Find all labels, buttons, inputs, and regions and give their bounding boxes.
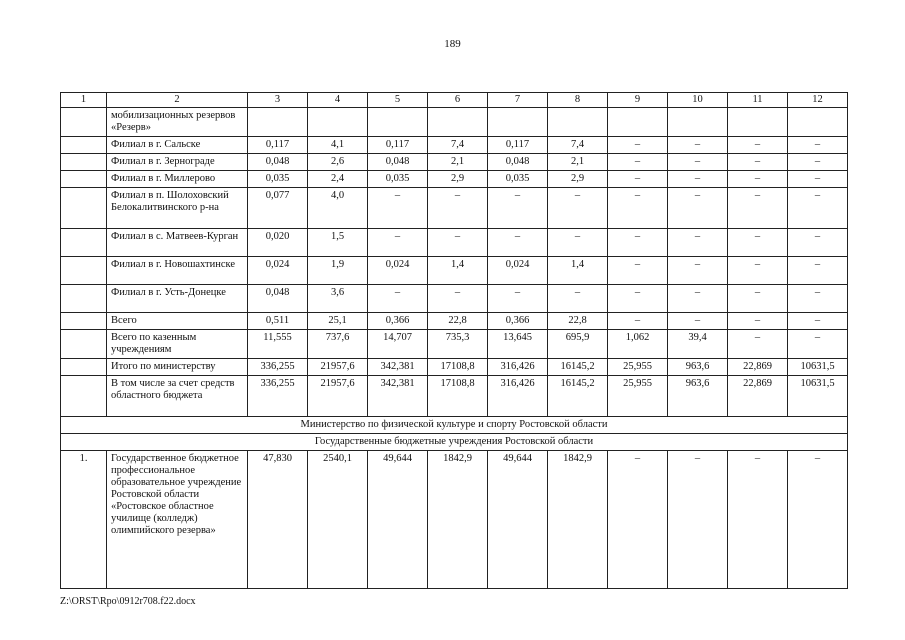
- row-label: Итого по министерству: [107, 359, 248, 376]
- cell-value: 21957,6: [308, 359, 368, 376]
- row-label: Филиал в с. Матвеев-Курган: [107, 229, 248, 257]
- row-index: [61, 330, 107, 359]
- table-row: [61, 188, 848, 229]
- cell-value: 17108,8: [428, 376, 488, 417]
- cell-value: –: [488, 285, 548, 313]
- column-header: 4: [308, 93, 368, 108]
- cell-value: 16145,2: [548, 376, 608, 417]
- cell-value: [728, 108, 788, 137]
- cell-value: [248, 108, 308, 137]
- cell-value: –: [428, 285, 488, 313]
- column-header: 10: [668, 93, 728, 108]
- cell-value: 0,035: [368, 171, 428, 188]
- cell-value: –: [668, 137, 728, 154]
- cell-value: [368, 108, 428, 137]
- cell-value: –: [788, 330, 848, 359]
- column-header-row: [61, 93, 848, 108]
- cell-value: 735,3: [428, 330, 488, 359]
- cell-value: 1,4: [428, 257, 488, 285]
- cell-value: –: [728, 171, 788, 188]
- row-index: [61, 313, 107, 330]
- cell-value: 0,035: [488, 171, 548, 188]
- cell-value: 49,644: [488, 451, 548, 589]
- cell-value: 0,366: [488, 313, 548, 330]
- cell-value: –: [728, 451, 788, 589]
- cell-value: –: [368, 229, 428, 257]
- cell-value: 963,6: [668, 359, 728, 376]
- cell-value: 342,381: [368, 376, 428, 417]
- row-label: Филиал в г. Усть-Донецке: [107, 285, 248, 313]
- table-row: [61, 154, 848, 171]
- section-row: [61, 417, 848, 434]
- cell-value: 2,6: [308, 154, 368, 171]
- cell-value: [548, 108, 608, 137]
- cell-value: 39,4: [668, 330, 728, 359]
- row-label: Филиал в г. Новошахтинске: [107, 257, 248, 285]
- row-label: Филиал в г. Сальске: [107, 137, 248, 154]
- cell-value: 2,4: [308, 171, 368, 188]
- cell-value: 0,117: [248, 137, 308, 154]
- cell-value: –: [608, 451, 668, 589]
- cell-value: –: [788, 171, 848, 188]
- cell-value: –: [488, 188, 548, 229]
- row-label: Государственное бюджетное профессиональное образовательное учреждение Ростовской области «Ростовское областное училище (колледж) олимпийского резерва»: [107, 451, 248, 589]
- cell-value: 2,9: [548, 171, 608, 188]
- cell-value: 1842,9: [548, 451, 608, 589]
- cell-value: –: [608, 257, 668, 285]
- cell-value: –: [668, 188, 728, 229]
- cell-value: –: [788, 229, 848, 257]
- cell-value: 0,117: [368, 137, 428, 154]
- cell-value: 14,707: [368, 330, 428, 359]
- cell-value: 316,426: [488, 359, 548, 376]
- row-label: Всего по казенным учреждениям: [107, 330, 248, 359]
- cell-value: 0,024: [488, 257, 548, 285]
- cell-value: –: [608, 154, 668, 171]
- column-header: 12: [788, 93, 848, 108]
- cell-value: 0,024: [368, 257, 428, 285]
- cell-value: –: [788, 154, 848, 171]
- section-title: Государственные бюджетные учреждения Ростовской области: [61, 434, 848, 451]
- cell-value: –: [368, 188, 428, 229]
- table-row: [61, 257, 848, 285]
- cell-value: [788, 108, 848, 137]
- cell-value: 2,1: [548, 154, 608, 171]
- cell-value: –: [608, 188, 668, 229]
- cell-value: –: [728, 188, 788, 229]
- cell-value: –: [668, 313, 728, 330]
- cell-value: 21957,6: [308, 376, 368, 417]
- cell-value: –: [728, 154, 788, 171]
- row-index: [61, 137, 107, 154]
- cell-value: 22,869: [728, 376, 788, 417]
- table-row: [61, 285, 848, 313]
- cell-value: 963,6: [668, 376, 728, 417]
- row-label: В том числе за счет средств областного бюджета: [107, 376, 248, 417]
- cell-value: 737,6: [308, 330, 368, 359]
- column-header: 9: [608, 93, 668, 108]
- cell-value: [488, 108, 548, 137]
- cell-value: 10631,5: [788, 359, 848, 376]
- cell-value: 0,035: [248, 171, 308, 188]
- cell-value: 2540,1: [308, 451, 368, 589]
- cell-value: 0,366: [368, 313, 428, 330]
- row-index: [61, 171, 107, 188]
- cell-value: 1,062: [608, 330, 668, 359]
- cell-value: –: [728, 330, 788, 359]
- cell-value: –: [608, 229, 668, 257]
- row-label: Всего: [107, 313, 248, 330]
- cell-value: 0,024: [248, 257, 308, 285]
- cell-value: –: [608, 313, 668, 330]
- cell-value: 25,955: [608, 359, 668, 376]
- cell-value: 22,8: [428, 313, 488, 330]
- page-number: 189: [444, 38, 461, 50]
- row-label: Филиал в г. Миллерово: [107, 171, 248, 188]
- cell-value: 1,4: [548, 257, 608, 285]
- cell-value: 3,6: [308, 285, 368, 313]
- table-row: [61, 313, 848, 330]
- table-row: [61, 330, 848, 359]
- table-row: [61, 171, 848, 188]
- cell-value: 0,020: [248, 229, 308, 257]
- row-index: [61, 257, 107, 285]
- table-row: [61, 108, 848, 137]
- cell-value: –: [728, 313, 788, 330]
- cell-value: –: [668, 229, 728, 257]
- row-index: [61, 359, 107, 376]
- cell-value: –: [608, 137, 668, 154]
- row-label: Филиал в г. Зернограде: [107, 154, 248, 171]
- row-index: [61, 188, 107, 229]
- cell-value: –: [788, 257, 848, 285]
- cell-value: 25,955: [608, 376, 668, 417]
- cell-value: –: [668, 451, 728, 589]
- cell-value: –: [668, 285, 728, 313]
- cell-value: –: [788, 285, 848, 313]
- cell-value: 2,9: [428, 171, 488, 188]
- column-header: 3: [248, 93, 308, 108]
- cell-value: 0,048: [248, 154, 308, 171]
- cell-value: 4,1: [308, 137, 368, 154]
- cell-value: –: [368, 285, 428, 313]
- cell-value: 0,048: [368, 154, 428, 171]
- column-header: 6: [428, 93, 488, 108]
- cell-value: [668, 108, 728, 137]
- budget-table: [60, 92, 848, 589]
- cell-value: [608, 108, 668, 137]
- cell-value: 25,1: [308, 313, 368, 330]
- row-index: [61, 285, 107, 313]
- column-header: 2: [107, 93, 248, 108]
- cell-value: –: [788, 137, 848, 154]
- cell-value: 336,255: [248, 359, 308, 376]
- cell-value: –: [728, 137, 788, 154]
- cell-value: –: [728, 257, 788, 285]
- cell-value: 1,9: [308, 257, 368, 285]
- cell-value: 0,048: [488, 154, 548, 171]
- cell-value: [308, 108, 368, 137]
- row-label: мобилизационных резервов «Резерв»: [107, 108, 248, 137]
- cell-value: –: [608, 285, 668, 313]
- table-row: [61, 359, 848, 376]
- column-header: 8: [548, 93, 608, 108]
- cell-value: –: [608, 171, 668, 188]
- cell-value: –: [668, 171, 728, 188]
- cell-value: 16145,2: [548, 359, 608, 376]
- cell-value: –: [548, 188, 608, 229]
- column-header: 11: [728, 93, 788, 108]
- cell-value: 316,426: [488, 376, 548, 417]
- cell-value: 11,555: [248, 330, 308, 359]
- cell-value: 336,255: [248, 376, 308, 417]
- cell-value: –: [488, 229, 548, 257]
- cell-value: [428, 108, 488, 137]
- cell-value: –: [788, 313, 848, 330]
- column-header: 1: [61, 93, 107, 108]
- cell-value: 7,4: [548, 137, 608, 154]
- column-header: 7: [488, 93, 548, 108]
- cell-value: 49,644: [368, 451, 428, 589]
- row-index: [61, 229, 107, 257]
- cell-value: –: [788, 451, 848, 589]
- cell-value: –: [548, 285, 608, 313]
- cell-value: 7,4: [428, 137, 488, 154]
- cell-value: 342,381: [368, 359, 428, 376]
- cell-value: 22,8: [548, 313, 608, 330]
- cell-value: –: [668, 154, 728, 171]
- cell-value: 10631,5: [788, 376, 848, 417]
- cell-value: 0,077: [248, 188, 308, 229]
- cell-value: 2,1: [428, 154, 488, 171]
- row-label: Филиал в п. Шолоховский Белокалитвинского р-на: [107, 188, 248, 229]
- cell-value: –: [728, 285, 788, 313]
- cell-value: 47,830: [248, 451, 308, 589]
- cell-value: 1,5: [308, 229, 368, 257]
- cell-value: –: [788, 188, 848, 229]
- cell-value: 4,0: [308, 188, 368, 229]
- cell-value: –: [668, 257, 728, 285]
- cell-value: 17108,8: [428, 359, 488, 376]
- cell-value: 22,869: [728, 359, 788, 376]
- row-index: 1.: [61, 451, 107, 589]
- table-row: [61, 229, 848, 257]
- row-index: [61, 108, 107, 137]
- cell-value: 0,117: [488, 137, 548, 154]
- row-index: [61, 154, 107, 171]
- cell-value: 0,048: [248, 285, 308, 313]
- cell-value: 13,645: [488, 330, 548, 359]
- cell-value: –: [428, 188, 488, 229]
- cell-value: –: [548, 229, 608, 257]
- cell-value: 0,511: [248, 313, 308, 330]
- column-header: 5: [368, 93, 428, 108]
- row-index: [61, 376, 107, 417]
- file-path-footer: Z:\ORST\Rpo\0912r708.f22.docx: [60, 596, 196, 607]
- table-row: [61, 137, 848, 154]
- cell-value: 1842,9: [428, 451, 488, 589]
- cell-value: –: [728, 229, 788, 257]
- table-row: [61, 451, 848, 589]
- cell-value: 695,9: [548, 330, 608, 359]
- section-row: [61, 434, 848, 451]
- section-title: Министерство по физической культуре и спорту Ростовской области: [61, 417, 848, 434]
- cell-value: –: [428, 229, 488, 257]
- table-row: [61, 376, 848, 417]
